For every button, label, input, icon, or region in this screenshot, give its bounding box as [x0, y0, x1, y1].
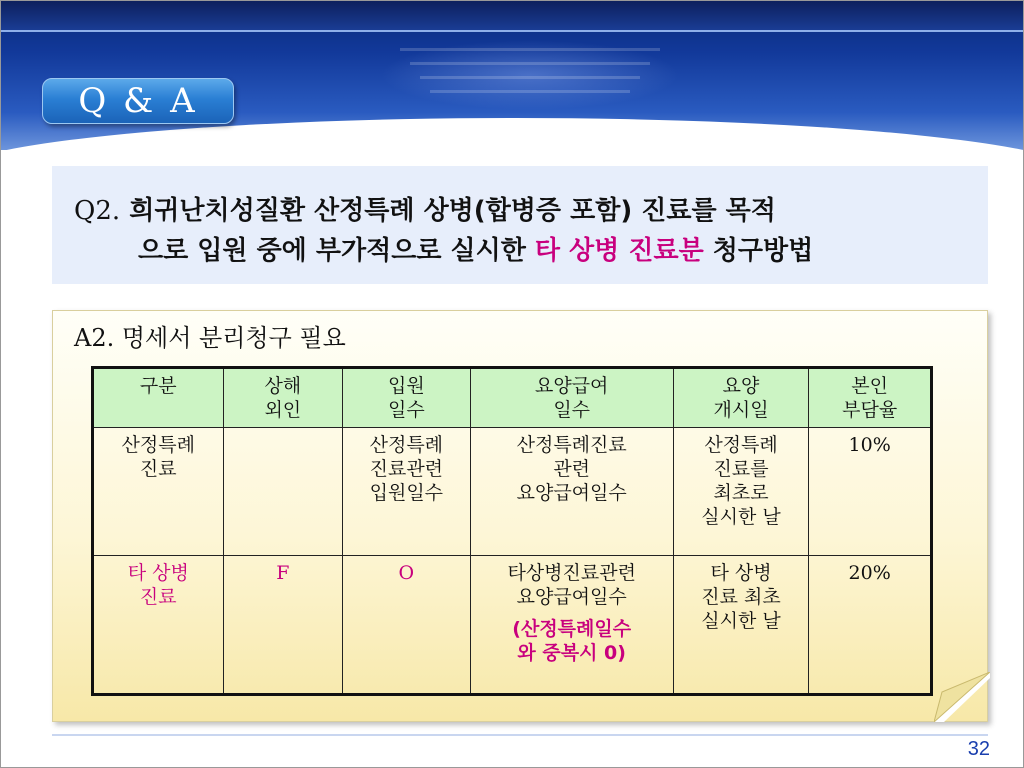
cell-text-line: 요양급여일수 — [516, 482, 627, 504]
banner-streak — [410, 62, 650, 65]
cell-text-line: 10% — [848, 434, 891, 456]
table-cell — [343, 428, 471, 556]
cell-text-line: 구분 — [139, 375, 177, 397]
table-header-cell — [223, 368, 343, 428]
claim-table — [91, 366, 933, 696]
table-cell — [223, 556, 343, 695]
table-header-cell — [809, 368, 932, 428]
question-text-line2-post: 청구방법 — [703, 236, 814, 266]
cell-text-line: 산정특례 — [369, 434, 444, 456]
table-cell — [93, 428, 224, 556]
cell-text-line: 타 상병 — [710, 562, 772, 585]
cell-text-line: 최초로 — [713, 482, 769, 504]
table-cell — [809, 428, 932, 556]
cell-text-line: 부담율 — [842, 399, 898, 421]
table-body — [93, 428, 932, 695]
cell-text-line: O — [398, 562, 415, 585]
cell-text-line: 일수 — [387, 399, 425, 421]
cell-text-line: 관련 — [553, 458, 591, 480]
cell-text-line: 요양급여일수 — [516, 586, 627, 609]
table-header-cell — [470, 368, 673, 428]
table-cell — [470, 556, 673, 695]
cell-text-line: 입원 — [387, 375, 425, 397]
table-cell — [809, 556, 932, 695]
cell-text-line: 산정특례 — [121, 434, 195, 456]
answer-prefix: A2. — [74, 324, 115, 352]
table-cell — [470, 428, 673, 556]
table-cell — [223, 428, 343, 556]
cell-text-line: 요양급여 — [534, 375, 609, 397]
cell-text-line: 진료관련 — [369, 458, 444, 480]
cell-text-line: F — [276, 562, 290, 585]
table-header-cell — [343, 368, 471, 428]
table-cell — [673, 428, 808, 556]
table-row — [93, 428, 932, 556]
cell-text-line: 타 상병 — [127, 562, 189, 585]
question-line-1 — [74, 190, 776, 227]
cell-text-line: 산정특례 — [704, 434, 778, 456]
question-prefix: Q2. — [74, 196, 121, 226]
question-text-line2-pre: 으로 입원 중에 부가적으로 실시한 — [138, 236, 535, 266]
cell-text-line: 진료 — [139, 586, 177, 609]
cell-text-line: 입원일수 — [369, 482, 444, 504]
table-header-cell — [673, 368, 808, 428]
cell-text-line: 실시한 날 — [701, 506, 781, 528]
cell-text-line: 일수 — [553, 399, 591, 421]
banner-streak — [430, 90, 630, 93]
cell-text-line: 본인 — [851, 375, 888, 397]
cell-text-line: 진료 — [139, 458, 177, 480]
banner-streak — [400, 48, 660, 51]
cell-text-line: 실시한 날 — [701, 610, 781, 633]
cell-text-line: 산정특례진료 — [516, 434, 627, 456]
cell-text-line: 타상병진료관련 — [507, 562, 636, 585]
cell-text-line: 진료 최초 — [701, 586, 781, 609]
table-cell — [93, 556, 224, 695]
table-cell — [673, 556, 808, 695]
table-header-row — [93, 368, 932, 428]
footer-line — [52, 734, 988, 736]
qa-tab-label: Q & A — [78, 81, 198, 121]
header-top-strip — [0, 0, 1024, 32]
cell-text-line: 개시일 — [713, 399, 769, 421]
question-text-line1: 희귀난치성질환 산정특례 상병(합병증 포함) 진료를 목적 — [129, 196, 776, 226]
answer-line — [74, 318, 346, 353]
cell-text-line: 20% — [848, 562, 891, 585]
page-curl-icon — [934, 672, 990, 722]
page-number: 32 — [967, 738, 990, 760]
question-highlight: 타 상병 진료분 — [534, 236, 704, 266]
cell-text-line: 상해 — [264, 375, 302, 397]
answer-text: 명세서 분리청구 필요 — [121, 324, 346, 352]
cell-text-line: 요양 — [722, 375, 760, 397]
cell-text-line: 외인 — [264, 399, 302, 421]
cell-text-line: (산정특례일수 — [512, 618, 632, 641]
question-line-2 — [138, 230, 813, 267]
banner-streak — [420, 76, 640, 79]
qa-tab — [42, 78, 234, 124]
cell-text-line: 와 중복시 0) — [517, 642, 626, 665]
table-header-cell — [93, 368, 224, 428]
table-cell — [343, 556, 471, 695]
table-row — [93, 556, 932, 695]
cell-text-line: 진료를 — [713, 458, 769, 480]
